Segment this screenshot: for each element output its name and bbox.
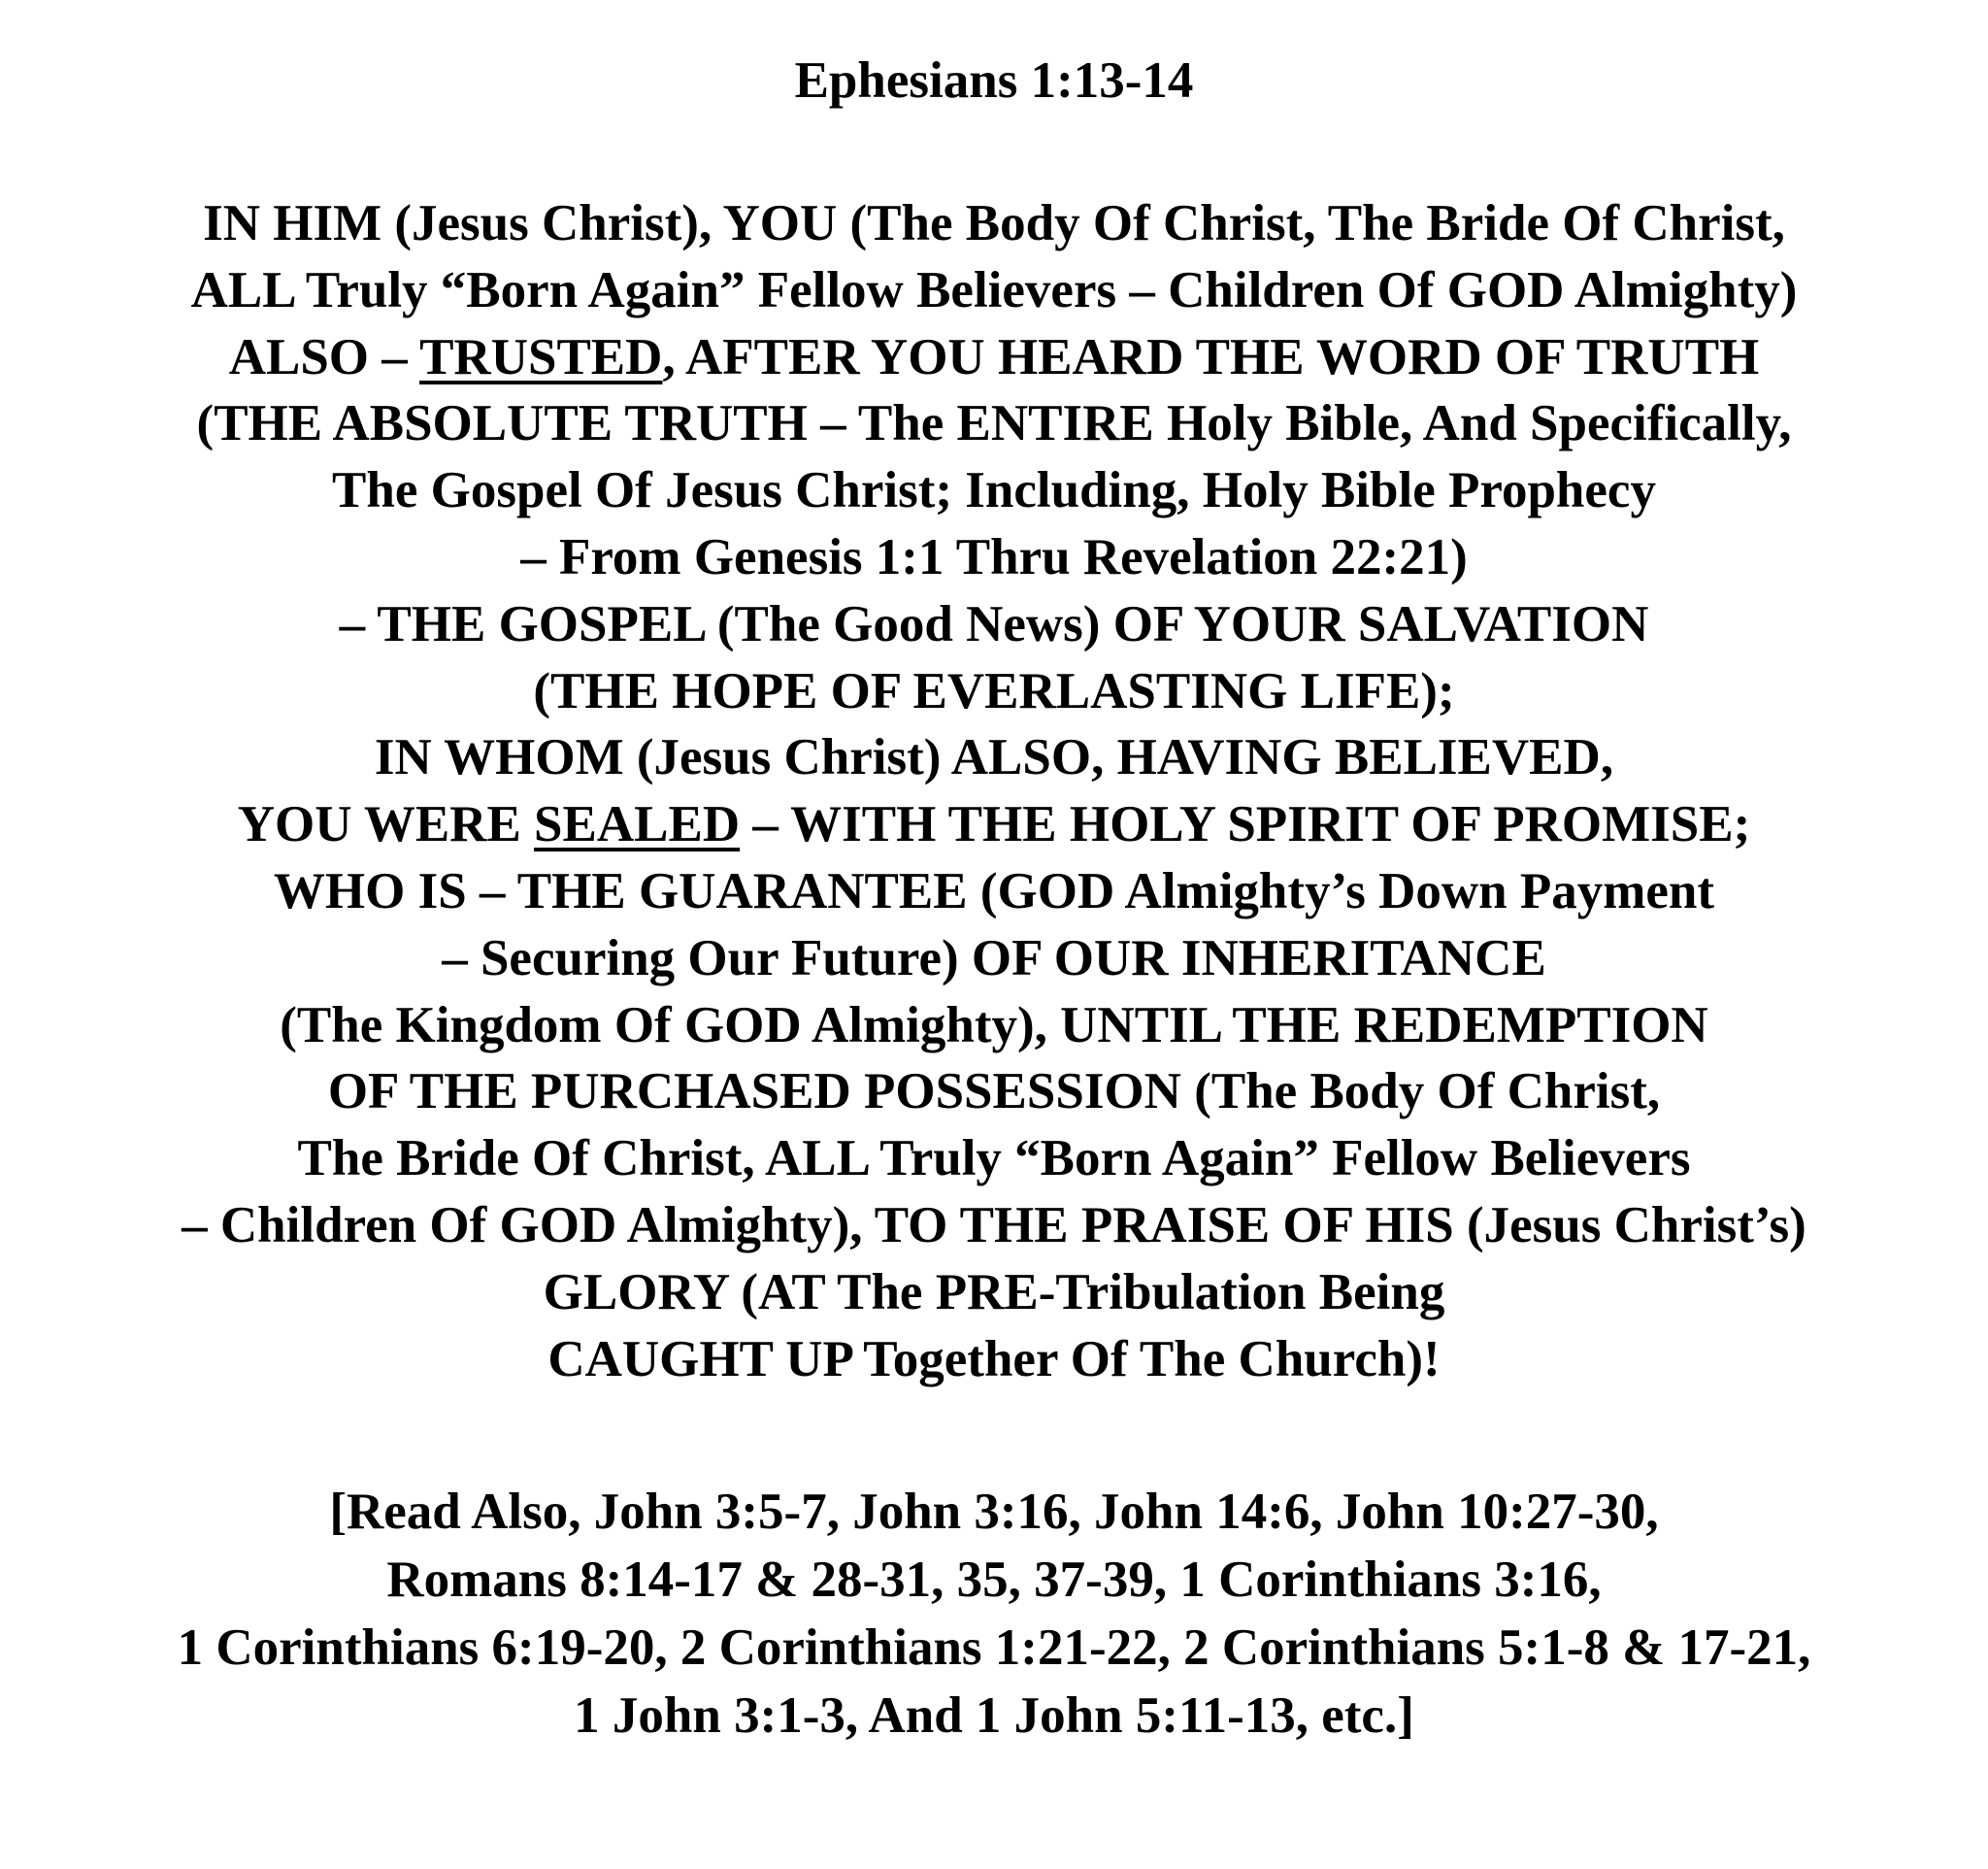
verse-line: ALL Truly “Born Again” Fellow Believers – Children Of GOD Almighty) bbox=[190, 261, 1798, 318]
underlined-word-sealed: SEALED bbox=[534, 796, 741, 853]
reference-line: 1 John 3:1-3, And 1 John 5:11-13, etc.] bbox=[574, 1687, 1414, 1744]
verse-line-suffix: , AFTER YOU HEARD THE WORD OF TRUTH bbox=[662, 328, 1760, 385]
verse-line: GLORY (AT The PRE-Tribulation Being bbox=[543, 1263, 1445, 1320]
verse-line: OF THE PURCHASED POSSESSION (The Body Of Christ, bbox=[327, 1063, 1661, 1120]
cross-references bbox=[0, 1478, 1988, 1750]
verse-line: The Gospel Of Jesus Christ; Including, Holy Bible Prophecy bbox=[332, 462, 1656, 519]
verse-line: IN HIM (Jesus Christ), YOU (The Body Of Christ, The Bride Of Christ, bbox=[203, 195, 1785, 251]
reference-line: 1 Corinthians 6:19-20, 2 Corinthians 1:21-22, 2 Corinthians 5:1-8 & 17-21, bbox=[177, 1619, 1811, 1676]
underlined-word-trusted: TRUSTED bbox=[419, 328, 663, 385]
verse-line: The Bride Of Christ, ALL Truly “Born Again” Fellow Believers bbox=[297, 1130, 1691, 1187]
verse-line: (THE HOPE OF EVERLASTING LIFE); bbox=[533, 662, 1455, 719]
verse-line: WHO IS – THE GUARANTEE (GOD Almighty’s Down Payment bbox=[273, 862, 1715, 919]
verse-text bbox=[0, 190, 1988, 1392]
verse-line: – THE GOSPEL (The Good News) OF YOUR SALVATION bbox=[339, 595, 1649, 652]
verse-line: – Children Of GOD Almighty), TO THE PRAISE OF HIS (Jesus Christ’s) bbox=[182, 1196, 1806, 1253]
scripture-title: Ephesians 1:13-14 bbox=[794, 52, 1194, 109]
verse-line: IN WHOM (Jesus Christ) ALSO, HAVING BELIEVED, bbox=[374, 729, 1614, 786]
verse-line: (THE ABSOLUTE TRUTH – The ENTIRE Holy Bible, And Specifically, bbox=[196, 395, 1792, 452]
verse-line: (The Kingdom Of GOD Almighty), UNTIL THE REDEMPTION bbox=[280, 996, 1708, 1053]
verse-line: CAUGHT UP Together Of The Church)! bbox=[547, 1330, 1441, 1387]
verse-line: – Securing Our Future) OF OUR INHERITANCE bbox=[442, 929, 1546, 986]
verse-line-prefix: ALSO – bbox=[228, 328, 420, 385]
reference-line: [Read Also, John 3:5-7, John 3:16, John 14:6, John 10:27-30, bbox=[329, 1484, 1659, 1540]
verse-line bbox=[0, 791, 1988, 858]
verse-line bbox=[0, 324, 1988, 391]
reference-line: Romans 8:14-17 & 28-31, 35, 37-39, 1 Corinthians 3:16, bbox=[386, 1552, 1602, 1608]
verse-line-prefix: YOU WERE bbox=[237, 796, 535, 853]
verse-line-suffix: – WITH THE HOLY SPIRIT OF PROMISE; bbox=[740, 796, 1751, 853]
verse-line: – From Genesis 1:1 Thru Revelation 22:21) bbox=[520, 528, 1468, 585]
